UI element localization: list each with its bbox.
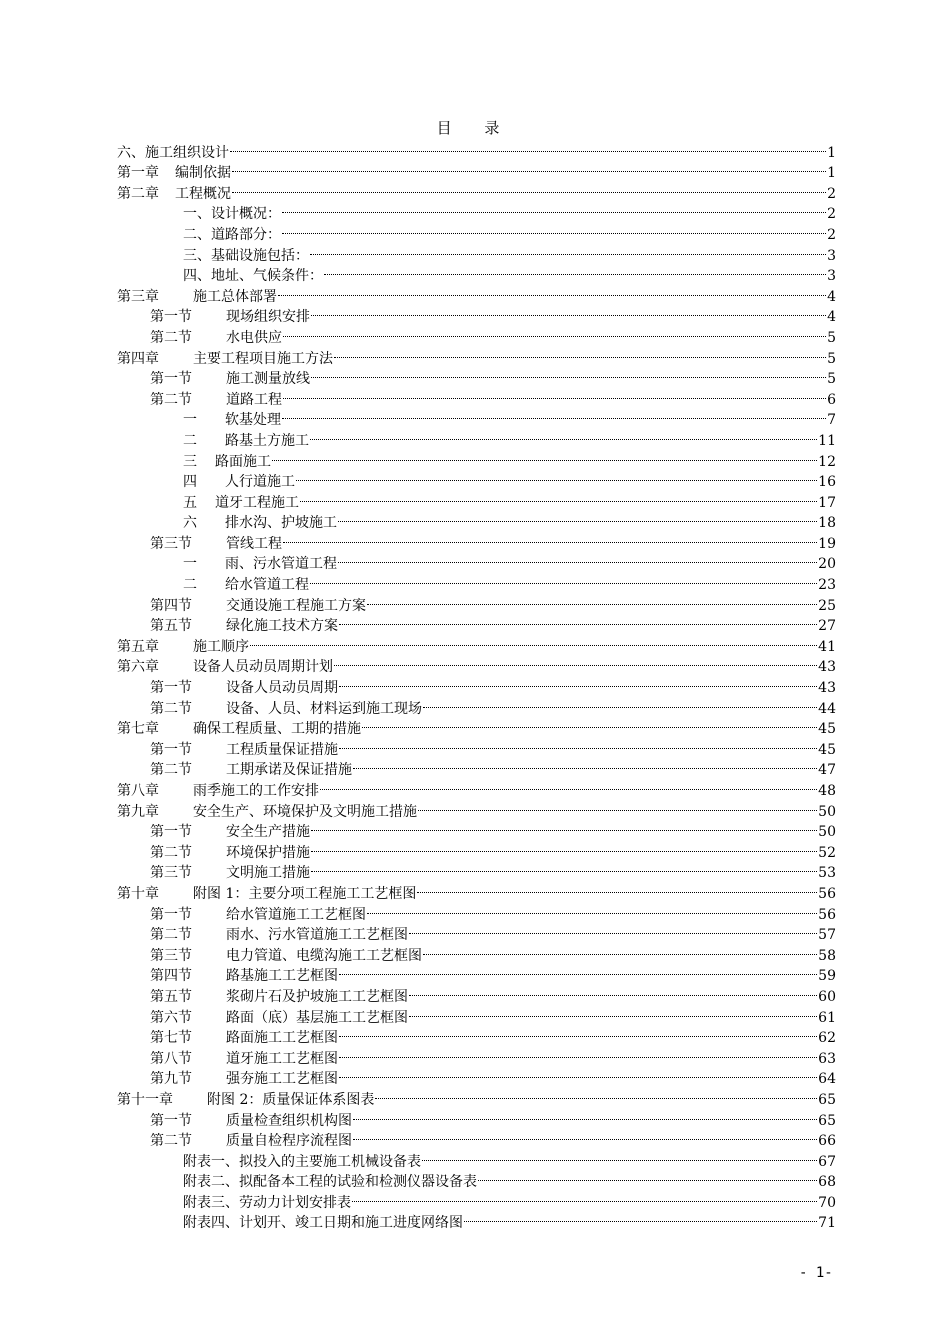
- toc-entry-page: 57: [818, 927, 836, 944]
- dot-leader: [423, 692, 817, 713]
- toc-entry-page: 2: [827, 185, 836, 202]
- dot-leader: [339, 733, 817, 754]
- toc-entry-number: 一: [183, 556, 197, 573]
- toc-entry-text: 设备、人员、材料运到施工现场: [226, 700, 422, 717]
- toc-entry-text: 现场组织安排: [226, 309, 310, 326]
- toc-entry-text: 道牙工程施工: [215, 494, 299, 511]
- toc-entry-text: 施工总体部署: [193, 288, 277, 305]
- toc-entry-text: 道牙施工工艺框图: [226, 1050, 338, 1067]
- dot-leader: [367, 898, 817, 919]
- dot-leader: [282, 218, 826, 239]
- toc-entry-number: 第三章: [117, 288, 159, 305]
- toc-entry-number: 第一节: [150, 1112, 192, 1129]
- toc-entry-page: 60: [818, 988, 836, 1005]
- toc-entry-text: 人行道施工: [225, 474, 295, 491]
- toc-entry[interactable]: [117, 939, 836, 964]
- dot-leader: [478, 1166, 817, 1187]
- dot-leader: [339, 1022, 817, 1043]
- toc-entry-number: 第四章: [117, 350, 159, 367]
- toc-entry-text: 浆砌片石及护坡施工工艺框图: [226, 988, 408, 1005]
- toc-entry-text: 质量自检程序流程图: [226, 1133, 352, 1150]
- dot-leader: [339, 1042, 817, 1063]
- dot-leader: [339, 671, 817, 692]
- toc-entry[interactable]: [117, 816, 836, 841]
- toc-entry-number: 第一节: [150, 680, 192, 697]
- toc-entry-number: 一: [183, 412, 197, 429]
- dot-leader: [353, 1125, 817, 1146]
- dot-leader: [409, 919, 817, 940]
- toc-entry-text: 设备人员动员周期: [226, 680, 338, 697]
- dot-leader: [338, 507, 817, 528]
- dot-leader: [310, 568, 817, 589]
- toc-entry-page: 48: [818, 783, 836, 799]
- toc-entry-page: 52: [818, 844, 836, 861]
- toc-entry[interactable]: [117, 898, 836, 923]
- toc-entry-page: 59: [818, 968, 836, 985]
- dot-leader: [417, 877, 817, 898]
- dot-leader: [230, 136, 826, 157]
- dot-leader: [422, 1145, 817, 1166]
- table-of-contents: [117, 136, 836, 1232]
- toc-entry[interactable]: [117, 692, 836, 717]
- toc-entry-text: 施工测量放线: [226, 371, 310, 388]
- toc-entry[interactable]: [117, 218, 836, 243]
- toc-entry-number: 第一章: [117, 165, 159, 182]
- toc-entry-text: 路面施工: [215, 453, 271, 470]
- toc-entry-number: 五: [183, 494, 197, 511]
- dot-leader: [352, 1186, 817, 1207]
- dot-leader: [232, 157, 826, 178]
- toc-entry-page: 20: [818, 556, 836, 573]
- toc-entry-text: 施工顺序: [193, 638, 249, 655]
- toc-entry-number: 第二章: [117, 185, 159, 202]
- toc-entry-number: 第八节: [150, 1050, 192, 1067]
- toc-entry-number: 第二节: [150, 1133, 192, 1150]
- toc-entry-page: 19: [818, 535, 836, 552]
- toc-entry[interactable]: [117, 651, 836, 676]
- dot-leader: [464, 1207, 817, 1228]
- dot-leader: [300, 486, 817, 507]
- toc-entry-page: 63: [818, 1050, 836, 1067]
- toc-entry-text: 文明施工措施: [226, 865, 310, 882]
- toc-entry-text: 工期承诺及保证措施: [226, 762, 352, 779]
- toc-entry-number: 第四节: [150, 597, 192, 614]
- toc-entry-page: 61: [818, 1009, 836, 1026]
- toc-entry-text: 二、道路部分：: [183, 226, 281, 243]
- toc-entry[interactable]: [117, 980, 836, 1005]
- toc-entry-number: 第六节: [150, 1009, 192, 1026]
- toc-entry[interactable]: [117, 157, 836, 182]
- toc-entry-page: 1: [827, 144, 836, 161]
- dot-leader: [311, 816, 817, 837]
- toc-entry-number: 第二节: [150, 762, 192, 779]
- toc-entry-page: 16: [818, 474, 836, 491]
- dot-leader: [353, 1104, 817, 1125]
- toc-entry[interactable]: [117, 836, 836, 861]
- toc-entry-number: 第二节: [150, 391, 192, 408]
- dot-leader: [339, 960, 817, 981]
- toc-entry[interactable]: [117, 198, 836, 223]
- toc-entry-page: 7: [827, 412, 836, 429]
- toc-entry[interactable]: [117, 301, 836, 326]
- toc-entry[interactable]: [117, 857, 836, 882]
- toc-entry-text: 路面施工工艺框图: [226, 1030, 338, 1047]
- toc-entry-text: 附图 2：质量保证体系图表: [207, 1091, 375, 1108]
- dot-leader: [339, 610, 817, 631]
- dot-leader: [353, 754, 817, 775]
- toc-entry[interactable]: [117, 260, 836, 285]
- toc-entry-page: 12: [818, 453, 836, 470]
- toc-entry-page: 4: [827, 309, 836, 326]
- toc-entry-page: 56: [818, 906, 836, 923]
- toc-entry-page: 50: [818, 824, 836, 841]
- toc-entry-text: 安全生产措施: [226, 824, 310, 841]
- toc-entry-text: 六、施工组织设计: [117, 144, 229, 161]
- dot-leader: [362, 713, 817, 734]
- toc-entry-text: 设备人员动员周期计划: [193, 659, 333, 676]
- toc-entry-text: 一、设计概况：: [183, 206, 281, 223]
- toc-entry-number: 第四节: [150, 968, 192, 985]
- toc-entry-page: 2: [827, 226, 836, 243]
- dot-leader: [283, 383, 826, 404]
- toc-entry[interactable]: [117, 548, 836, 573]
- toc-entry-number: 第七章: [117, 721, 159, 738]
- dot-leader: [311, 363, 826, 384]
- toc-entry[interactable]: [117, 136, 836, 161]
- toc-entry-text: 给水管道施工工艺框图: [226, 906, 366, 923]
- toc-entry[interactable]: [117, 507, 836, 532]
- toc-entry[interactable]: [117, 1125, 836, 1150]
- toc-entry[interactable]: [117, 1063, 836, 1088]
- toc-entry[interactable]: [117, 1022, 836, 1047]
- toc-entry-number: 第九节: [150, 1071, 192, 1088]
- toc-entry[interactable]: [117, 589, 836, 614]
- toc-entry-number: 四: [183, 474, 197, 491]
- dot-leader: [278, 280, 826, 301]
- toc-entry-number: 第三节: [150, 865, 192, 882]
- toc-entry[interactable]: [117, 754, 836, 779]
- toc-entry-page: 44: [818, 700, 836, 717]
- toc-entry[interactable]: [117, 424, 836, 449]
- toc-entry[interactable]: [117, 363, 836, 388]
- toc-entry-number: 第五节: [150, 618, 192, 635]
- toc-entry[interactable]: [117, 1186, 836, 1211]
- dot-leader: [375, 1083, 817, 1104]
- toc-entry[interactable]: [117, 404, 836, 429]
- toc-entry-page: 1: [827, 165, 836, 182]
- toc-entry-text: 电力管道、电缆沟施工工艺框图: [226, 947, 422, 964]
- toc-entry[interactable]: [117, 733, 836, 758]
- toc-entry[interactable]: [117, 383, 836, 408]
- toc-entry-text: 确保工程质量、工期的措施: [193, 721, 361, 738]
- toc-entry-text: 附图 1：主要分项工程施工工艺框图: [193, 885, 417, 902]
- toc-entry[interactable]: [117, 342, 836, 367]
- dot-leader: [283, 321, 826, 342]
- toc-entry-page: 50: [818, 803, 836, 820]
- dot-leader: [418, 795, 817, 816]
- toc-entry-page: 53: [818, 865, 836, 882]
- toc-entry-number: 第九章: [117, 803, 159, 820]
- toc-entry-page: 43: [818, 659, 836, 676]
- toc-entry-number: 六: [183, 515, 197, 532]
- toc-entry-text: 绿化施工技术方案: [226, 618, 338, 635]
- toc-entry-text: 路基土方施工: [225, 432, 309, 449]
- dot-leader: [320, 774, 817, 795]
- dot-leader: [334, 342, 826, 363]
- toc-entry[interactable]: [117, 445, 836, 470]
- toc-entry[interactable]: [117, 774, 836, 799]
- toc-entry[interactable]: [117, 610, 836, 635]
- toc-entry-number: 第二节: [150, 844, 192, 861]
- toc-entry[interactable]: [117, 877, 836, 902]
- toc-entry-text: 给水管道工程: [225, 577, 309, 594]
- toc-entry[interactable]: [117, 1207, 836, 1232]
- toc-entry-number: 第一节: [150, 309, 192, 326]
- toc-entry-number: 第一节: [150, 741, 192, 758]
- toc-entry-text: 编制依据: [175, 165, 231, 182]
- toc-entry-page: 3: [827, 247, 836, 264]
- dot-leader: [310, 424, 817, 445]
- toc-entry-page: 27: [818, 618, 836, 635]
- dot-leader: [282, 198, 826, 219]
- dot-leader: [409, 1001, 817, 1022]
- toc-entry[interactable]: [117, 960, 836, 985]
- toc-entry[interactable]: [117, 568, 836, 594]
- toc-entry-page: 67: [818, 1153, 836, 1170]
- toc-entry[interactable]: [117, 321, 836, 346]
- toc-entry-text: 三、基础设施包括：: [183, 247, 309, 264]
- toc-entry-text: 质量检查组织机构图: [226, 1112, 352, 1129]
- toc-entry-page: 65: [818, 1091, 836, 1108]
- dot-leader: [367, 589, 817, 610]
- toc-entry-page: 3: [827, 268, 836, 285]
- dot-leader: [232, 177, 826, 198]
- toc-entry-text: 水电供应: [226, 329, 282, 346]
- toc-entry-number: 二: [183, 577, 197, 594]
- toc-entry-page: 71: [818, 1215, 836, 1232]
- toc-entry-number: 第六章: [117, 659, 159, 676]
- toc-entry-text: 交通设施工程施工方案: [226, 597, 366, 614]
- toc-entry[interactable]: [117, 1104, 836, 1129]
- toc-entry-text: 软基处理: [225, 412, 281, 429]
- dot-leader: [311, 836, 817, 857]
- toc-entry-page: 66: [818, 1133, 836, 1150]
- toc-entry[interactable]: [117, 630, 836, 655]
- toc-entry-number: 第一节: [150, 371, 192, 388]
- toc-entry-text: 道路工程: [226, 391, 282, 408]
- toc-entry-page: 47: [818, 762, 836, 779]
- toc-entry-number: 第五章: [117, 638, 159, 655]
- dot-leader: [324, 260, 826, 281]
- toc-entry[interactable]: [117, 795, 836, 820]
- toc-entry[interactable]: [117, 177, 836, 202]
- toc-entry-number: 第二节: [150, 700, 192, 717]
- toc-entry-text: 安全生产、环境保护及文明施工措施: [193, 803, 417, 820]
- toc-entry[interactable]: [117, 466, 836, 491]
- toc-entry-text: 工程概况: [175, 185, 231, 202]
- toc-entry-page: 4: [827, 288, 836, 305]
- toc-entry-text: 附表一、拟投入的主要施工机械设备表: [183, 1153, 421, 1170]
- toc-entry-text: 强夯施工工艺框图: [226, 1071, 338, 1088]
- toc-entry-text: 主要工程项目施工方法: [193, 350, 333, 367]
- toc-entry-page: 62: [818, 1030, 836, 1047]
- dot-leader: [311, 301, 826, 322]
- toc-entry[interactable]: [117, 280, 836, 305]
- toc-entry-number: 第十一章: [117, 1091, 173, 1108]
- toc-entry-text: 附表四、计划开、竣工日期和施工进度网络图: [183, 1215, 463, 1232]
- toc-entry-page: 23: [818, 577, 836, 594]
- toc-entry-text: 路基施工工艺框图: [226, 968, 338, 985]
- toc-entry-number: 第十章: [117, 885, 159, 902]
- toc-entry-text: 雨、污水管道工程: [225, 556, 337, 573]
- dot-leader: [338, 548, 817, 569]
- dot-leader: [311, 857, 817, 878]
- toc-entry-text: 雨季施工的工作安排: [193, 783, 319, 799]
- dot-leader: [250, 630, 817, 651]
- toc-entry-page: 5: [827, 350, 836, 367]
- toc-entry[interactable]: [117, 1083, 836, 1108]
- toc-entry-page: 64: [818, 1071, 836, 1088]
- toc-entry-page: 5: [827, 371, 836, 388]
- toc-entry-page: 11: [818, 432, 836, 449]
- toc-entry-page: 6: [827, 391, 836, 408]
- toc-entry-page: 25: [818, 597, 836, 614]
- toc-entry-number: 第一节: [150, 824, 192, 841]
- toc-entry-number: 第二节: [150, 927, 192, 944]
- toc-entry[interactable]: [117, 527, 836, 552]
- toc-entry-page: 58: [818, 947, 836, 964]
- dot-leader: [334, 651, 817, 672]
- toc-entry[interactable]: [117, 1001, 836, 1026]
- toc-entry-text: 管线工程: [226, 535, 282, 552]
- toc-entry[interactable]: [117, 1145, 836, 1170]
- toc-entry-number: 第五节: [150, 988, 192, 1005]
- toc-entry-text: 附表二、拟配备本工程的试验和检测仪器设备表: [183, 1174, 477, 1191]
- toc-entry-page: 5: [827, 329, 836, 346]
- toc-entry-text: 雨水、污水管道施工工艺框图: [226, 927, 408, 944]
- toc-entry-number: 三: [183, 453, 197, 470]
- toc-entry[interactable]: [117, 671, 836, 697]
- toc-entry-text: 工程质量保证措施: [226, 741, 338, 758]
- toc-entry[interactable]: [117, 1166, 836, 1191]
- page-number: - 1-: [799, 1265, 833, 1281]
- toc-entry-number: 第三节: [150, 535, 192, 552]
- toc-entry-text: 环境保护措施: [226, 844, 310, 861]
- toc-entry-page: 56: [818, 885, 836, 902]
- toc-entry-page: 68: [818, 1174, 836, 1191]
- toc-entry[interactable]: [117, 919, 836, 944]
- toc-entry-label: [183, 1213, 463, 1234]
- toc-title: 目 录: [436, 119, 514, 137]
- dot-leader: [272, 445, 817, 466]
- toc-entry-number: 第一节: [150, 906, 192, 923]
- toc-entry-page: 45: [818, 741, 836, 758]
- toc-entry-text: 排水沟、护坡施工: [225, 515, 337, 532]
- toc-entry-page: 41: [818, 638, 836, 655]
- toc-entry-text: 路面（底）基层施工工艺框图: [226, 1009, 408, 1026]
- toc-entry-number: 第二节: [150, 329, 192, 346]
- toc-entry-number: 二: [183, 432, 197, 449]
- toc-entry-page: 43: [818, 680, 836, 697]
- toc-entry-text: 四、地址、气候条件：: [183, 268, 323, 285]
- dot-leader: [296, 466, 817, 487]
- dot-leader: [283, 527, 817, 548]
- toc-entry-page: 17: [818, 494, 836, 511]
- toc-entry-number: 第八章: [117, 783, 159, 799]
- dot-leader: [409, 980, 817, 1001]
- toc-entry[interactable]: [117, 486, 836, 511]
- toc-entry-number: 第七节: [150, 1030, 192, 1047]
- toc-entry-text: 附表三、劳动力计划安排表: [183, 1194, 351, 1211]
- toc-entry-page: 2: [827, 206, 836, 223]
- dot-leader: [310, 239, 826, 260]
- dot-leader: [282, 404, 826, 425]
- dot-leader: [423, 939, 817, 960]
- toc-entry[interactable]: [117, 239, 836, 264]
- toc-entry[interactable]: [117, 1042, 836, 1067]
- toc-entry-page: 70: [818, 1194, 836, 1211]
- dot-leader: [339, 1063, 817, 1084]
- toc-entry-page: 65: [818, 1112, 836, 1129]
- toc-entry-page: 45: [818, 721, 836, 738]
- toc-entry-page: 18: [818, 515, 836, 532]
- toc-entry-number: 第三节: [150, 947, 192, 964]
- toc-entry[interactable]: [117, 713, 836, 738]
